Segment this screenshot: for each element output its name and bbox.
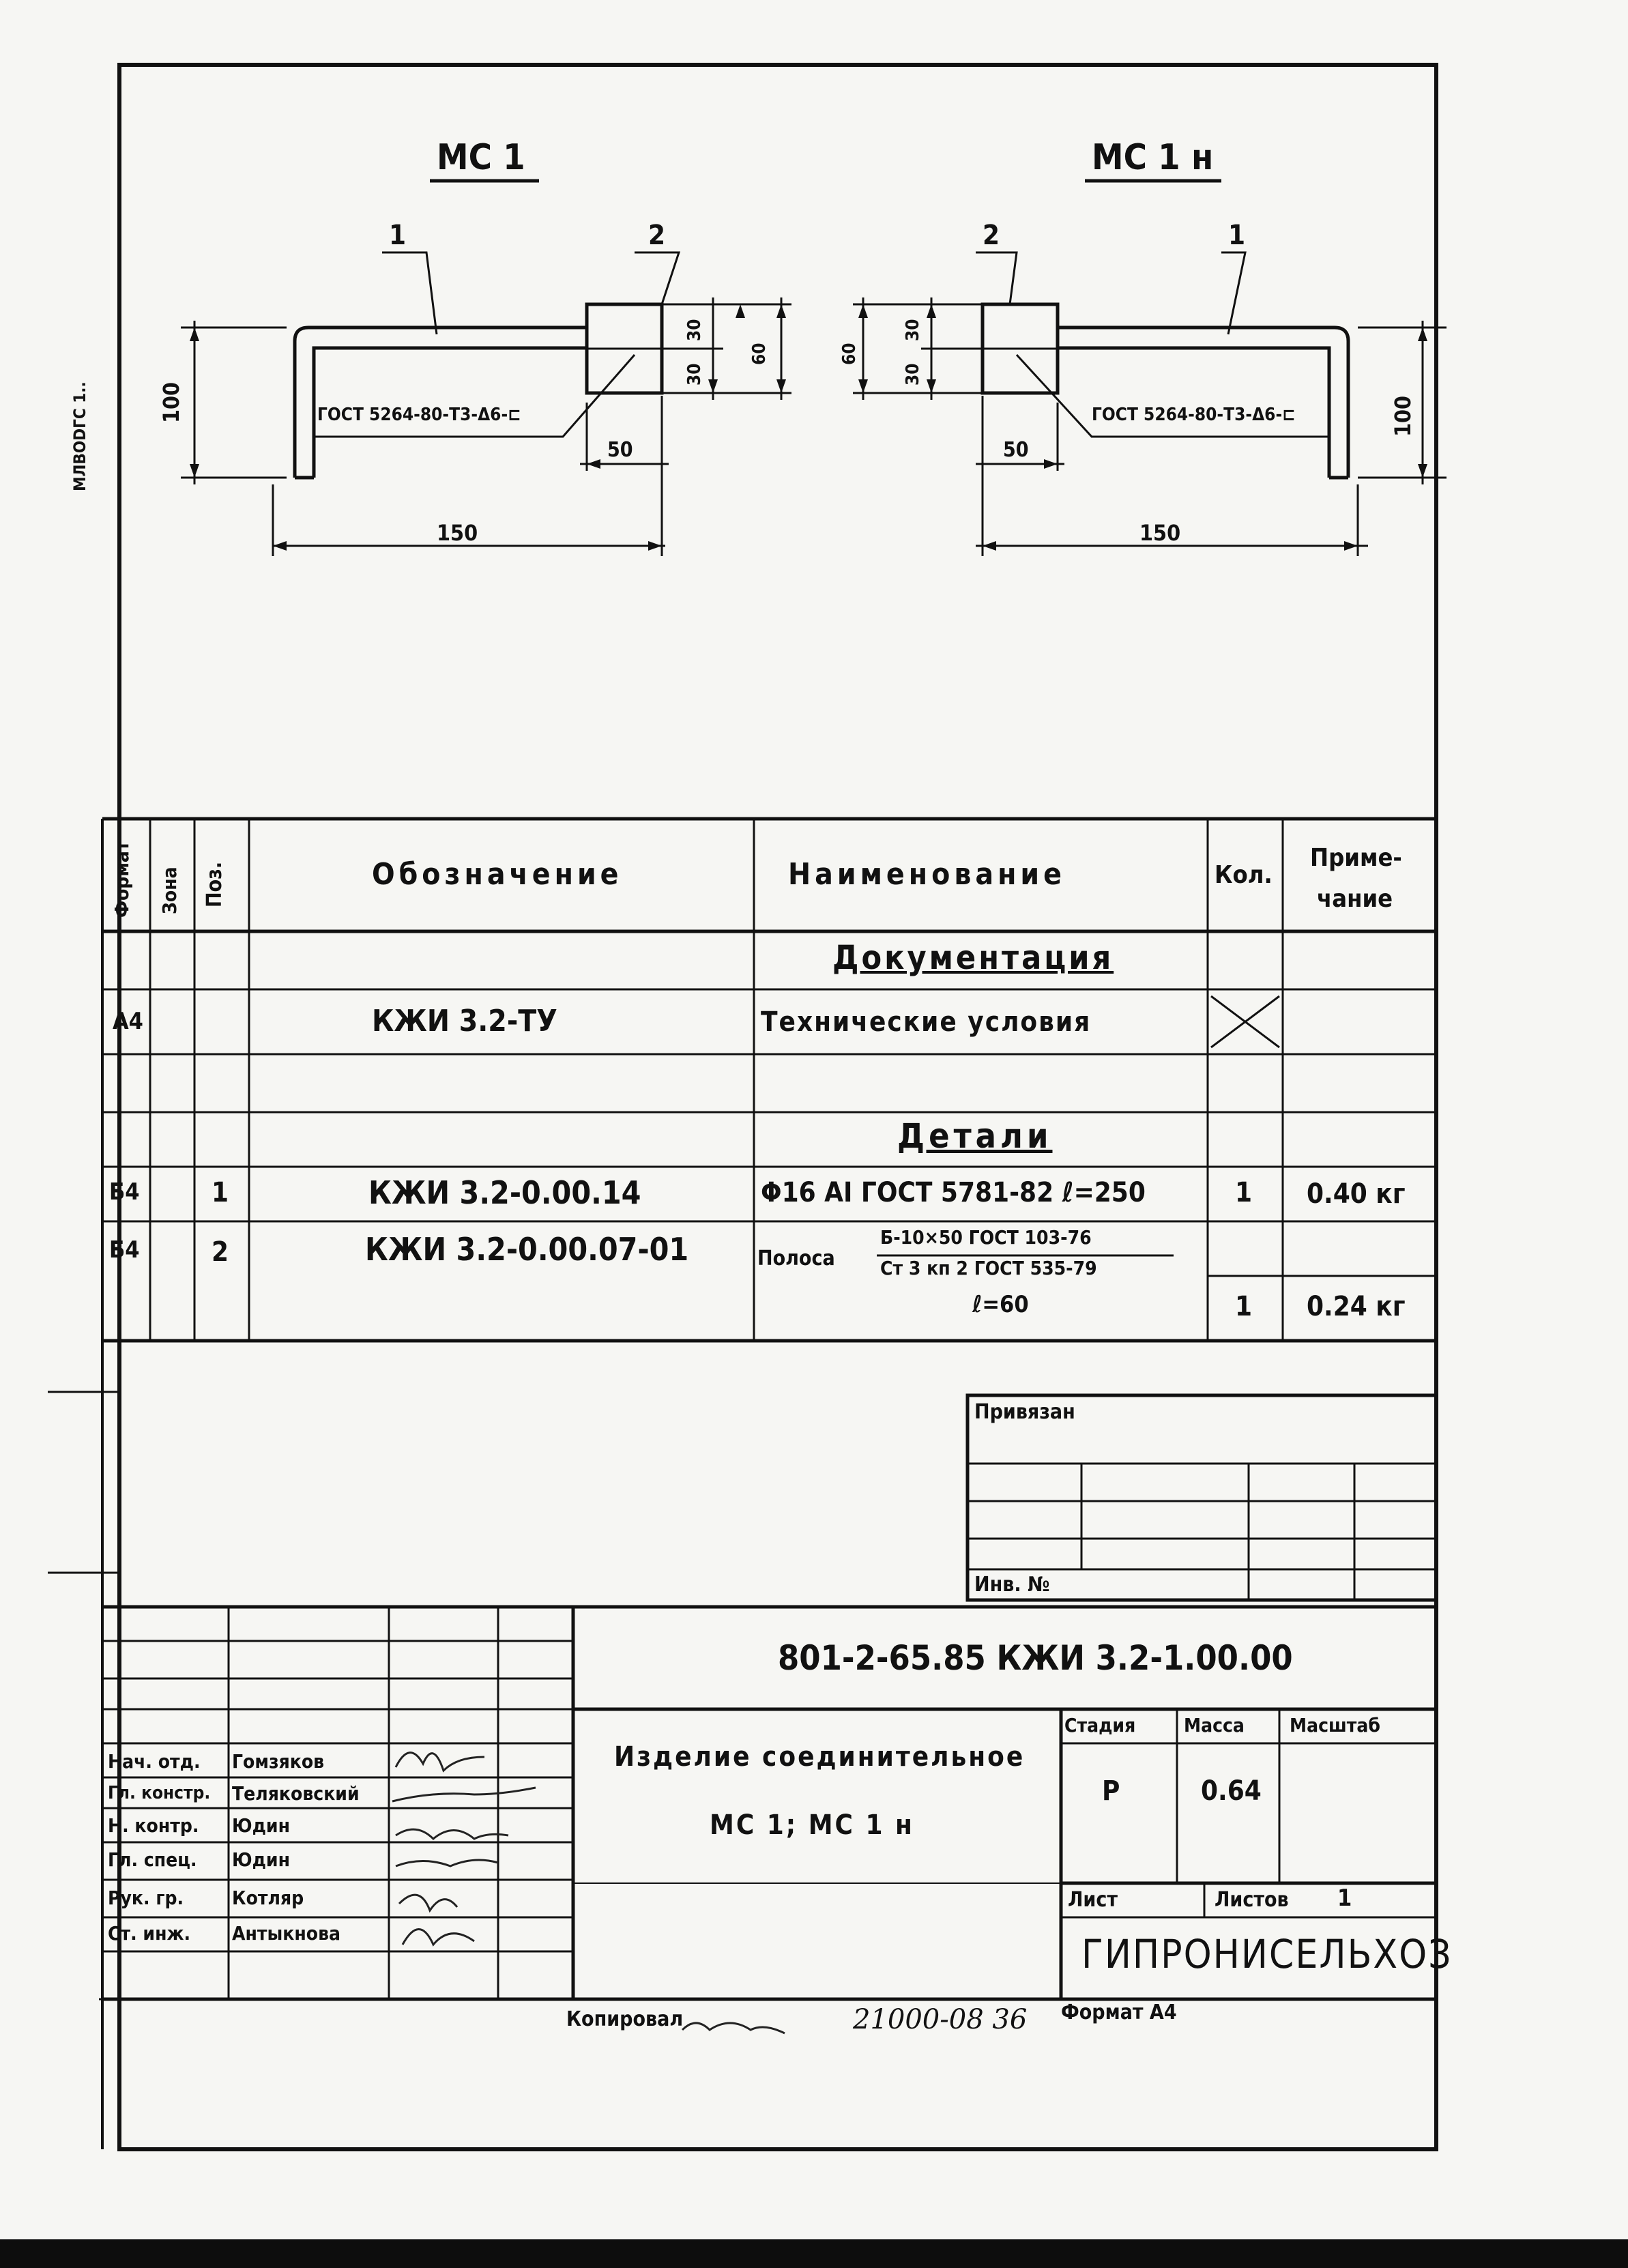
staff-role-5: Рук. гр. xyxy=(108,1887,184,1909)
header-name: Наименование xyxy=(788,857,1066,892)
callout-2-left: 2 xyxy=(648,220,666,251)
row-2-name-numerator: Б-10×50 ГОСТ 103-76 xyxy=(880,1226,1092,1249)
staff-name-1: Гомзяков xyxy=(232,1750,325,1773)
binding-title: Привязан xyxy=(974,1400,1075,1424)
doc-code: 801-2-65.85 КЖИ 3.2-1.00.00 xyxy=(778,1638,1293,1678)
row-2-qty: 1 xyxy=(1235,1291,1253,1322)
dim-150-right: 150 xyxy=(1139,520,1181,546)
row-1-note: 0.40 кг xyxy=(1307,1178,1406,1210)
staff-role-3: Н. контр. xyxy=(108,1814,199,1837)
mass-label: Масса xyxy=(1184,1714,1245,1736)
dim-30a-left: 30 xyxy=(684,319,705,341)
callout-2-right: 2 xyxy=(983,220,1000,251)
signatures xyxy=(392,1753,785,2033)
section-docs: Документация xyxy=(832,939,1114,977)
header-pos: Поз. xyxy=(203,861,227,907)
row-1-pos: 1 xyxy=(212,1177,229,1208)
dim-30b-left: 30 xyxy=(684,363,705,386)
inv-label: Инв. № xyxy=(974,1573,1050,1597)
sheets-label: Листов xyxy=(1215,1888,1289,1912)
sheet-label: Лист xyxy=(1068,1888,1118,1912)
callout-1-left: 1 xyxy=(389,220,407,251)
stage-label: Стадия xyxy=(1064,1714,1136,1736)
dim-60-left: 60 xyxy=(749,343,770,365)
staff-name-4: Юдин xyxy=(232,1848,290,1871)
weld-note-left: ГОСТ 5264-80-Т3-Δ6-⊏ xyxy=(317,405,521,425)
weld-note-right: ГОСТ 5264-80-Т3-Δ6-⊏ xyxy=(1092,405,1296,425)
row-docs-name: Технические условия xyxy=(761,1006,1092,1038)
header-zone: Зона xyxy=(158,867,181,914)
row-1-name: Φ16 АI ГОСТ 5781-82 ℓ=250 xyxy=(761,1177,1146,1208)
row-1-format: Б4 xyxy=(109,1178,140,1206)
row-2-pos: 2 xyxy=(212,1236,229,1268)
mass-value: 0.64 xyxy=(1201,1775,1262,1807)
item-name-line-1: Изделие соединительное xyxy=(614,1741,1026,1773)
organization: ГИПРОНИСЕЛЬХОЗ xyxy=(1081,1931,1453,1977)
header-format: Формат xyxy=(111,841,133,918)
staff-role-1: Нач. отд. xyxy=(108,1750,201,1773)
dim-50-right: 50 xyxy=(1003,438,1029,462)
row-2-name-denominator: Ст 3 кп 2 ГОСТ 535-79 xyxy=(880,1257,1097,1279)
dim-50-left: 50 xyxy=(607,438,633,462)
staff-role-6: Ст. инж. xyxy=(108,1922,191,1945)
staff-role-4: Гл. спец. xyxy=(108,1848,197,1871)
staff-name-2: Теляковский xyxy=(232,1782,360,1805)
section-parts: Детали xyxy=(897,1116,1053,1156)
header-designation: Обозначение xyxy=(372,857,623,892)
row-docs-designation: КЖИ 3.2-ТУ xyxy=(372,1004,557,1038)
dim-150-left: 150 xyxy=(437,520,478,546)
dim-100-right: 100 xyxy=(1390,395,1416,437)
row-2-note: 0.24 кг xyxy=(1307,1291,1406,1322)
row-1-qty: 1 xyxy=(1235,1177,1253,1208)
copy-number: 21000-08 36 xyxy=(853,2004,1028,2035)
drawing-left-title: МС 1 xyxy=(437,137,525,178)
dim-30b-right: 30 xyxy=(903,363,923,386)
row-2-designation: КЖИ 3.2-0.00.07-01 xyxy=(365,1231,689,1268)
header-qty: Кол. xyxy=(1215,861,1273,889)
row-2-format: Б4 xyxy=(109,1236,140,1264)
row-2-name-prefix: Полоса xyxy=(757,1247,835,1270)
drawing-right-title: МС 1 н xyxy=(1092,137,1214,178)
item-name-line-2: МС 1; МС 1 н xyxy=(710,1809,914,1841)
copied-label: Копировал xyxy=(566,2007,684,2031)
dim-60-right: 60 xyxy=(839,343,860,365)
margin-note: МЛВОDГС 1.. xyxy=(70,381,89,491)
dim-100-left: 100 xyxy=(158,381,184,423)
header-note-2: чание xyxy=(1317,885,1393,913)
row-2-name-length: ℓ=60 xyxy=(972,1291,1029,1318)
staff-role-2: Гл. констр. xyxy=(108,1783,211,1803)
callout-1-right: 1 xyxy=(1228,220,1246,251)
stage-value: Р xyxy=(1102,1775,1120,1807)
scan-edge xyxy=(0,2239,1628,2268)
staff-name-5: Котляр xyxy=(232,1887,304,1909)
row-1-designation: КЖИ 3.2-0.00.14 xyxy=(368,1174,641,1211)
row-docs-format: А4 xyxy=(113,1008,143,1035)
header-note-1: Приме- xyxy=(1310,844,1402,872)
staff-name-6: Антыкнова xyxy=(232,1922,341,1945)
dim-30a-right: 30 xyxy=(903,319,923,341)
format-label: Формат А4 xyxy=(1061,2001,1177,2024)
scale-label: Масштаб xyxy=(1290,1714,1380,1736)
sheets-value: 1 xyxy=(1337,1885,1352,1912)
staff-name-3: Юдин xyxy=(232,1814,290,1837)
